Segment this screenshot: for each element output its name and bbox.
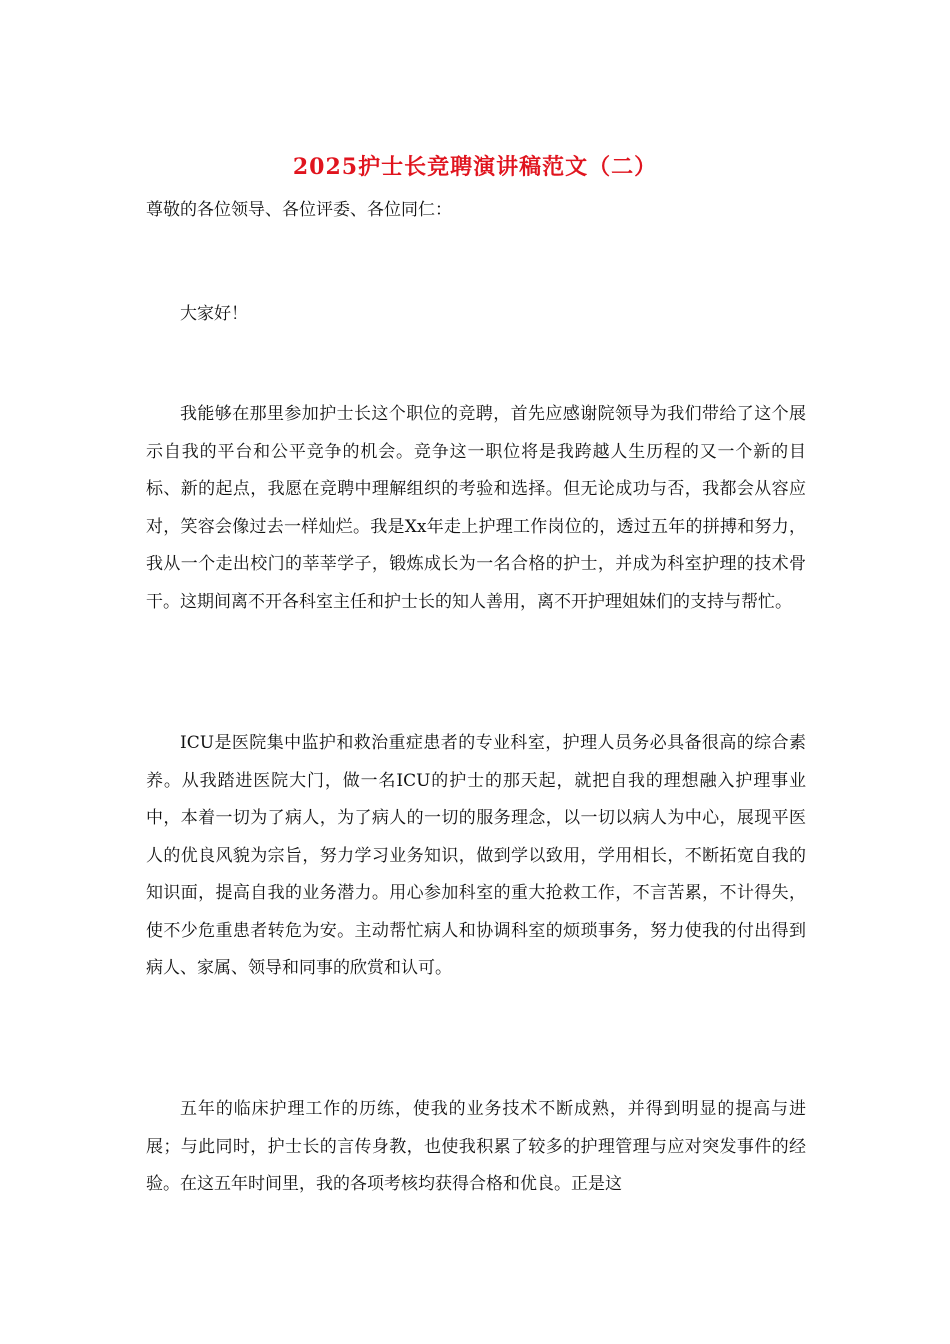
paragraph-introduction: 我能够在那里参加护士长这个职位的竞聘，首先应感谢院领导为我们带给了这个展示自我的平台和公平竞争的机会。竞争这一职位将是我跨越人生历程的又一个新的目标、新的起点，我愿在竞聘中理解组织的考验和选择。但无论成功与否，我都会从容应对，笑容会像过去一样灿烂。我是Xx年走上护理工作岗位的，透过五年的拼搏和努力，我从一个走出校门的莘莘学子，锻炼成长为一名合格的护士，并成为科室护理的技术骨干。这期间离不开各科室主任和护士长的知人善用，离不开护理姐妹们的支持与帮忙。 — [146, 404, 806, 612]
document-title: 2025护士长竞聘演讲稿范文（二） — [292, 154, 658, 180]
salutation: 尊敬的各位领导、各位评委、各位同仁： — [146, 200, 452, 220]
paragraph-experience: 五年的临床护理工作的历练，使我的业务技术不断成熟，并得到明显的提高与进展；与此同时，护士长的言传身教，也使我积累了较多的护理管理与应对突发事件的经验。在这五年时间里，我的各项考核均获得合格和优良。正是这 — [146, 1099, 806, 1194]
paragraph-greeting: 大家好！ — [180, 304, 248, 324]
paragraph-icu-work: ICU是医院集中监护和救治重症患者的专业科室，护理人员务必具备很高的综合素养。从我踏进医院大门，做一名ICU的护士的那天起，就把自我的理想融入护理事业中，本着一切为了病人，为了病人的一切的服务理念，以一切以病人为中心，展现平医人的优良风貌为宗旨，努力学习业务知识，做到学以致用，学用相长，不断拓宽自我的知识面，提高自我的业务潜力。用心参加科室的重大抢救工作，不言苦累，不计得失，使不少危重患者转危为安。主动帮忙病人和协调科室的烦琐事务，努力使我的付出得到病人、家属、领导和同事的欣赏和认可。 — [146, 733, 806, 978]
